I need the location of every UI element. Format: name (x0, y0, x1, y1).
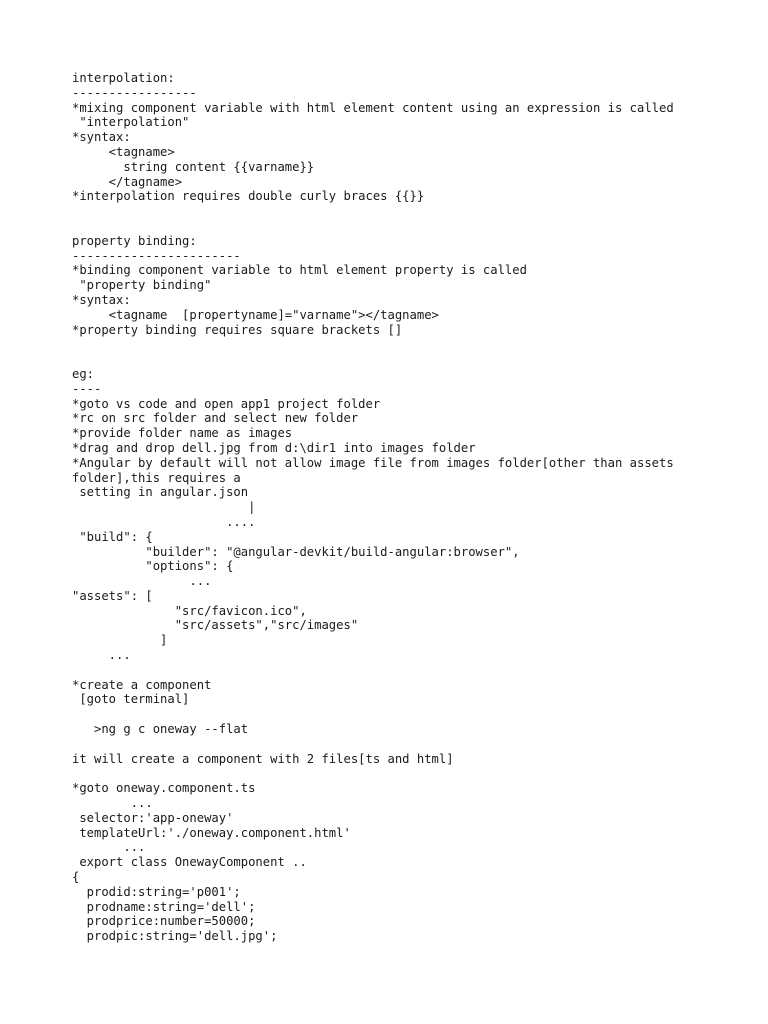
text-line: prodname:string='dell'; (72, 899, 256, 914)
text-line: "builder": "@angular-devkit/build-angular:browser", (72, 544, 520, 559)
text-line: ... (72, 648, 131, 663)
text-line (72, 663, 752, 678)
text-line: </tagname> (72, 174, 183, 189)
text-line: ---- (72, 381, 102, 396)
text-line: folder],this requires a (72, 470, 241, 485)
text-line: prodpic:string='dell.jpg'; (72, 929, 278, 944)
text-line: *binding component variable to html element property is called (72, 263, 527, 278)
text-line: setting in angular.json (72, 485, 249, 500)
text-line: eg: (72, 366, 95, 381)
text-line: <tagname [propertyname]="varname"></tagname> (72, 307, 439, 322)
text-line: ] (72, 633, 168, 648)
text-line: *interpolation requires double curly braces {{}} (72, 189, 425, 204)
text-line: prodid:string='p001'; (72, 884, 241, 899)
text-line: *mixing component variable with html element content using an expression is called (72, 100, 674, 115)
text-line: ----------------------- (72, 248, 241, 263)
text-line: ... (72, 796, 153, 811)
text-line: "assets": [ (72, 588, 153, 603)
text-line: ----------------- (72, 85, 197, 100)
text-line: property binding: (72, 233, 197, 248)
text-line: export class OnewayComponent .. (72, 855, 307, 870)
text-line: *provide folder name as images (72, 426, 293, 441)
text-line (72, 337, 752, 352)
text-line: prodprice:number=50000; (72, 914, 256, 929)
text-line (72, 204, 752, 219)
text-line: "src/favicon.ico", (72, 603, 307, 618)
text-line: *Angular by default will not allow image file from images folder[other than assets (72, 455, 674, 470)
text-line (72, 352, 752, 367)
text-line: "property binding" (72, 278, 212, 293)
text-line: *syntax: (72, 130, 131, 145)
text-line (72, 707, 752, 722)
text-line: [goto terminal] (72, 692, 190, 707)
text-line: it will create a component with 2 files[ts and html] (72, 751, 454, 766)
document-page (72, 71, 752, 944)
text-line (72, 737, 752, 752)
text-line: { (72, 870, 80, 885)
text-line: string content {{varname}} (72, 159, 315, 174)
text-line: *goto oneway.component.ts (72, 781, 256, 796)
text-line: >ng g c oneway --flat (72, 722, 249, 737)
text-line (72, 219, 752, 234)
text-line: ... (72, 840, 146, 855)
text-line: *syntax: (72, 292, 131, 307)
text-line: interpolation: (72, 71, 175, 85)
text-line (72, 766, 752, 781)
text-line: *drag and drop dell.jpg from d:\dir1 into images folder (72, 440, 476, 455)
text-line: *property binding requires square brackets [] (72, 322, 403, 337)
text-line: "options": { (72, 559, 234, 574)
text-line: .... (72, 514, 256, 529)
text-line: "build": { (72, 529, 153, 544)
text-line: *goto vs code and open app1 project folder (72, 396, 381, 411)
text-line: *rc on src folder and select new folder (72, 411, 359, 426)
text-line: selector:'app-oneway' (72, 810, 234, 825)
text-line: ... (72, 574, 212, 589)
text-line: "src/assets","src/images" (72, 618, 359, 633)
text-line: | (72, 500, 256, 515)
text-line: "interpolation" (72, 115, 190, 130)
text-line: <tagname> (72, 144, 175, 159)
text-line: *create a component (72, 677, 212, 692)
text-line: templateUrl:'./oneway.component.html' (72, 825, 351, 840)
